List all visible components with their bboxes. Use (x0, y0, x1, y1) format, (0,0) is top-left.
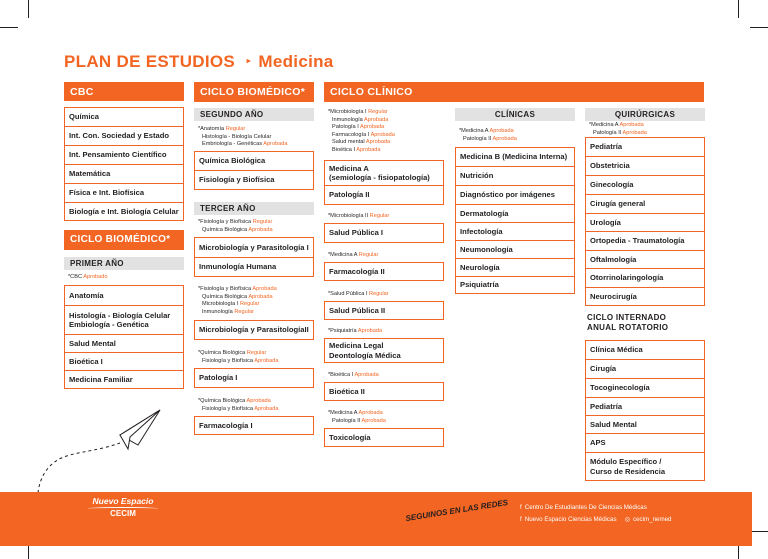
list-item: Microbiología y Parasitología I (195, 238, 313, 258)
list-item: Neumonología (456, 241, 574, 259)
list-item: Diagnóstico por imágenes (456, 186, 574, 205)
list-item: Salud Mental (65, 335, 183, 353)
list-item: Módulo Específico / Curso de Residencia (590, 457, 666, 476)
cbc-list (64, 107, 184, 221)
title-separator: ‣ (245, 56, 253, 68)
crop-mark (0, 27, 18, 28)
requirement-note: *Bioética I Aprobada (328, 372, 379, 378)
list-item: Física e Int. Biofísica (65, 184, 183, 203)
ciclo-clinico-header: CICLO CLÍNICO (324, 82, 704, 102)
instagram-link[interactable]: cecim_nemed (632, 515, 672, 523)
list-item: Ginecología (586, 176, 704, 195)
crop-mark (738, 0, 739, 18)
subject-box: Salud Pública II (324, 301, 444, 320)
list-item: Cirugía (586, 360, 704, 379)
facebook-link[interactable]: Nuevo Espacio Ciencias Médicas (524, 515, 617, 523)
list-item: Pediatría (586, 138, 704, 157)
requirement-note: *Psiquiatría Aprobada (328, 328, 383, 334)
requirement-note: *Medicina A Aprobada Patología II Aprobada (459, 128, 517, 142)
subject-box: Farmacología II (324, 262, 444, 281)
list-item: Urología (586, 214, 704, 232)
list-item: Neurología (456, 259, 574, 277)
subject-box: Microbiología y ParasitologíaII (194, 320, 314, 340)
quirurgicas-list (585, 137, 705, 306)
social-links (520, 502, 672, 526)
subject-box: Toxicología (324, 428, 444, 447)
tercer-ano-header: TERCER AÑO (194, 202, 314, 215)
list-item: Medicina Familiar (69, 374, 133, 384)
requirement-note: *Medicina A Aprobada Patología II Aprobada (328, 410, 386, 424)
requirement-note: *Química Biológica Regular Fisiología y Biofísica Aprobada (198, 350, 279, 364)
subject-box: Salud Pública I (324, 223, 444, 243)
list-item: Fisiología y Biofísica (199, 175, 275, 185)
requirement-note: *Microbiología II Regular (328, 213, 390, 219)
segundo-ano-header: SEGUNDO AÑO (194, 108, 314, 121)
subject-box: Medicina Legal Deontología Médica (324, 338, 444, 363)
instagram-icon: ◎ (624, 515, 630, 523)
tercer-ano-list (194, 237, 314, 277)
requirement-note: *Medicina A Aprobada Patología II Aprobada (589, 122, 647, 136)
primer-ano-list (64, 285, 184, 389)
crop-mark (750, 27, 768, 28)
follow-text: SEGUINOS EN LAS REDES (404, 497, 509, 524)
requirement-note: *Salud Pública I Regular (328, 291, 389, 297)
list-item: Infectología (456, 223, 574, 241)
requirement-note: *Química Biológica Aprobada Fisiología y Biofísica Aprobada (198, 398, 279, 412)
list-item: Inmunología Humana (199, 262, 277, 272)
ciclo-biomedico-header-2: CICLO BIOMÉDICO* (194, 82, 314, 102)
list-item: Química Biológica (195, 152, 313, 171)
list-item: Ortopedia - Traumatología (586, 232, 704, 251)
list-item: Otorrinolaringología (586, 269, 704, 288)
list-item: Pediatría (586, 398, 704, 416)
list-item: Medicina B (Medicina Interna) (456, 148, 574, 167)
paper-plane-icon (30, 405, 165, 500)
list-item: Salud Mental (586, 416, 704, 434)
logo (82, 496, 164, 518)
quirurgicas-header: QUIRÚRGICAS (585, 108, 705, 121)
ciclo-internado-header: CICLO INTERNADO ANUAL ROTATORIO (587, 313, 669, 332)
list-item: Obstetricia (586, 157, 704, 176)
list-item: Neurocirugía (590, 291, 637, 301)
list-item: Oftalmología (586, 251, 704, 269)
list-item: Int. Con. Sociedad y Estado (65, 127, 183, 146)
ciclo-biomedico-header: CICLO BIOMÉDICO* (64, 230, 184, 250)
list-item: Clínica Médica (586, 341, 704, 360)
subject-box: Bioética II (324, 382, 444, 401)
list-item: Bioética I (65, 353, 183, 371)
list-item: Cirugía general (586, 195, 704, 214)
facebook-icon: f (520, 515, 522, 523)
list-item: Anatomía (65, 286, 183, 306)
career-name: Medicina (258, 52, 334, 71)
clinicas-list (455, 147, 575, 294)
primer-ano-header: PRIMER AÑO (64, 257, 184, 270)
requirement-note: *Microbiología I Regular Inmunología Aprobada Patología I Aprobada Farmacología I Aprobada Salud mental Aprobada Bioética I Aprobada (328, 109, 395, 153)
logo-line-2: CECIM (110, 509, 136, 518)
clinico-list (324, 160, 444, 205)
crop-mark (28, 0, 29, 18)
list-item: Int. Pensamiento Científico (65, 146, 183, 165)
list-item: Psiquiatría (460, 280, 499, 290)
requirement-note: *Fisiología y Biofísica Aprobada Química Biológica Aprobada Microbiología I Regular Inmunología Regular (198, 286, 277, 315)
requirement-note: *Anatomía Regular Histología - Biología Celular Embriología - Genéticas Aprobada (198, 126, 288, 148)
requirement-note: *CBC Aprobado (68, 274, 108, 280)
list-item: Patología II (329, 190, 370, 200)
clinicas-header: CLÍNICAS (455, 108, 575, 121)
segundo-ano-list (194, 151, 314, 190)
requirement-note: *Medicina A Regular (328, 252, 379, 258)
list-item: Medicina A (semiología - fisiopatología) (325, 161, 443, 186)
requirement-note: *Fisiología y Biofísica Regular Química Biológica Aprobada (198, 219, 273, 233)
list-item: Dermatología (456, 205, 574, 223)
list-item: Tocoginecología (586, 379, 704, 398)
subject-box: Patología I (194, 368, 314, 388)
logo-line-1: Nuevo Espacio (92, 496, 154, 506)
list-item: APS (586, 434, 704, 453)
subject-box: Farmacología I (194, 416, 314, 435)
list-item: Biología e Int. Biología Celular (69, 206, 179, 216)
crop-mark (750, 531, 768, 532)
facebook-icon: f (520, 504, 522, 511)
list-item: Histología - Biología Celular Embiología - Genética (65, 306, 183, 335)
title-text: PLAN DE ESTUDIOS (64, 52, 236, 71)
list-item: Nutrición (456, 167, 574, 186)
list-item: Matemática (65, 165, 183, 184)
list-item: Química (65, 108, 183, 127)
cbc-header: CBC (64, 82, 184, 101)
facebook-link[interactable]: Centro De Estudiantes De Ciencias Médicas (524, 504, 647, 511)
internado-list (585, 340, 705, 481)
page-title (64, 52, 334, 72)
logo-swoosh (88, 507, 158, 510)
